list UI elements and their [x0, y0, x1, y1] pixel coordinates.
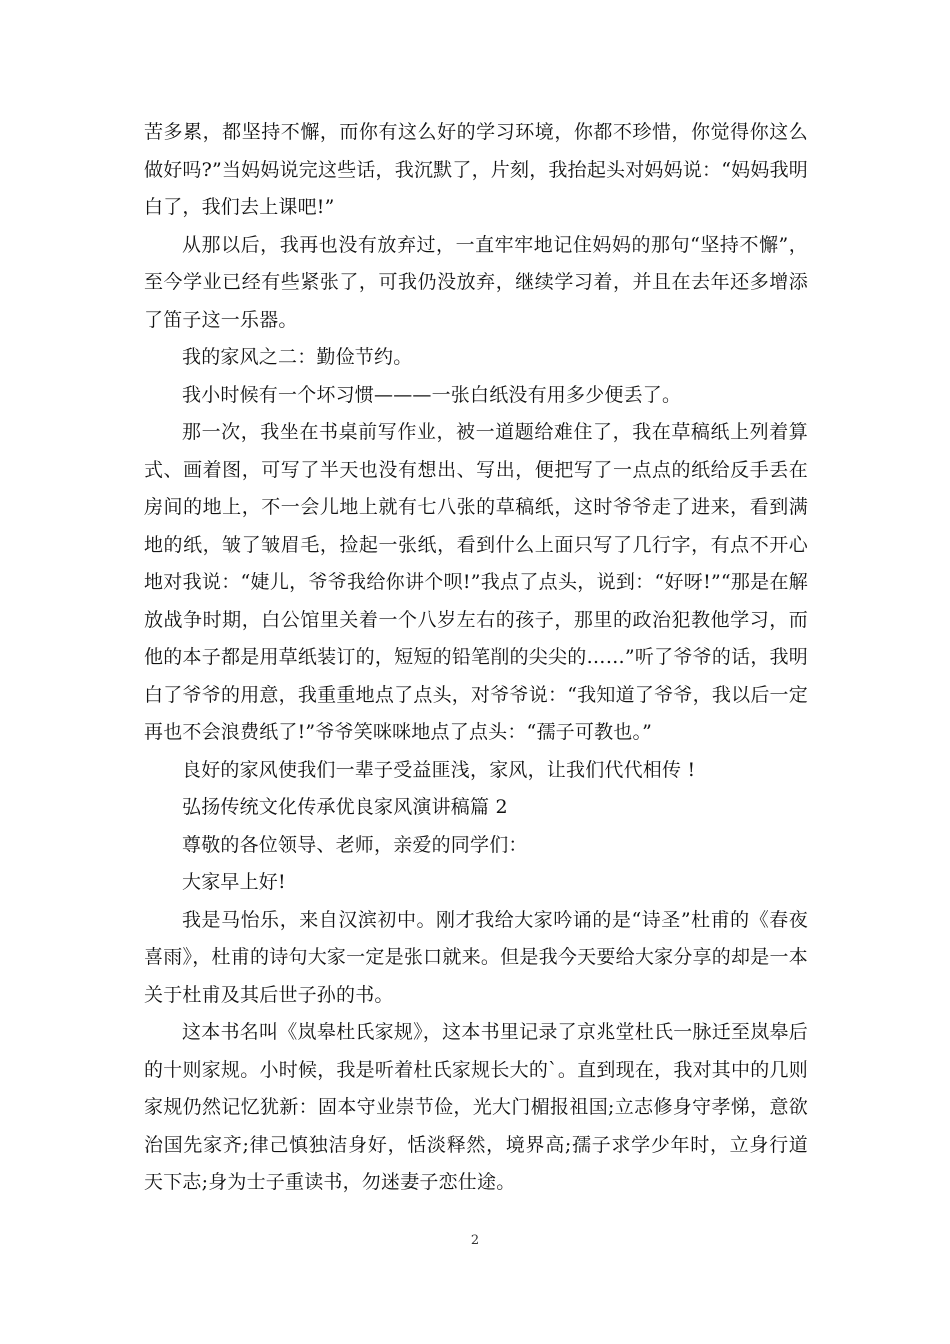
page-number: 2: [470, 1233, 480, 1248]
paragraph-10: 我是马怡乐，来自汉滨初中。刚才我给大家吟诵的是“诗圣”杜甫的《春夜喜雨》，杜甫的诗句大家一定是张口就来。但是我今天要给大家分享的却是一本关于杜甫及其后世子孙的书。: [144, 908, 808, 1006]
greeting: 大家早上好!: [182, 871, 286, 893]
document-body: [144, 114, 808, 1202]
paragraph-2: 从那以后，我再也没有放弃过，一直牢牢地记住妈妈的那句“坚持不懈”，至今学业已经有些紧张了，可我仍没放弃，继续学习着，并且在去年还多增添了笛子这一乐器。: [144, 233, 808, 331]
paragraph-1: 苦多累，都坚持不懈，而你有这么好的学习环境，你都不珍惜，你觉得你这么做好吗?”当妈妈说完这些话，我沉默了，片刻，我抬起头对妈妈说：“妈妈我明白了，我们去上课吧!”: [144, 121, 808, 218]
paragraph-11: 这本书名叫《岚皋杜氏家规》，这本书里记录了京兆堂杜氏一脉迁至岚皋后的十则家规。小时候，我是听着杜氏家规长大的`。直到现在，我对其中的几则家规仍然记忆犹新：固本守业崇节俭，光大门楣报祖国;立志修身守孝悌，意欲治国先家齐;律己慎独洁身好，恬淡释然，境界高;孺子求学少年时，立身行道天下志;身为士子重读书，勿迷妻子恋仕途。: [144, 1021, 808, 1193]
speech-title-2: 弘扬传统文化传承优良家风演讲稿篇 2: [182, 796, 508, 818]
paragraph-4: 我小时候有一个坏习惯———一张白纸没有用多少便丢了。: [182, 383, 682, 406]
section-heading-family-style-2: 我的家风之二：勤俭节约。: [182, 346, 413, 368]
paragraph-5: 那一次，我坐在书桌前写作业，被一道题给难住了，我在草稿纸上列着算式、画着图，可写了半天也没有想出、写出，便把写了一点点的纸给反手丢在房间的地上，不一会儿地上就有七八张的草稿纸，这时爷爷走了进来，看到满地的纸，皱了皱眉毛，捡起一张纸，看到什么上面只写了几行字，有点不开心地对我说：“婕儿，爷爷我给你讲个呗!”我点了点头，说到：“好呀!”“那是在解放战争时期，白公馆里关着一个八岁左右的孩子，那里的政治犯教他学习，而他的本子都是用草纸装订的，短短的铅笔削的尖尖的……”听了爷爷的话，我明白了爷爷的用意，我重重地点了点头，对爷爷说：“我知道了爷爷，我以后一定再也不会浪费纸了!”爷爷笑咪咪地点了点头：“孺子可教也。”: [144, 421, 808, 743]
paragraph-6: 良好的家风使我们一辈子受益匪浅，家风，让我们代代相传 !: [182, 758, 696, 781]
salutation: 尊敬的各位领导、老师，亲爱的同学们：: [182, 833, 528, 856]
